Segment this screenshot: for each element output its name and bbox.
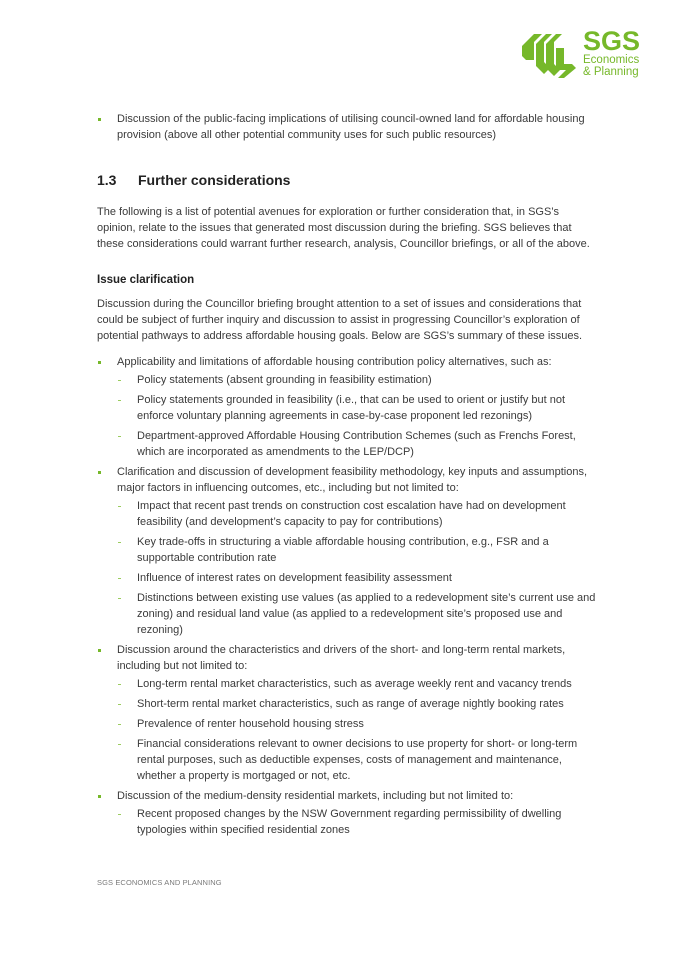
sub-list-item: Prevalence of renter household housing stress xyxy=(117,716,597,732)
sub-list-item: Recent proposed changes by the NSW Government regarding permissibility of dwelling typologies within specified residential zones xyxy=(117,806,597,838)
section-number: 1.3 xyxy=(97,172,117,188)
logo-wordmark: SGS xyxy=(583,26,641,56)
sub-list xyxy=(117,806,597,838)
sub-list xyxy=(117,676,597,784)
dash-icon xyxy=(117,372,121,373)
page-footer: SGS ECONOMICS AND PLANNING xyxy=(97,878,222,887)
dash-icon xyxy=(117,498,121,499)
intro-bullet-list xyxy=(97,111,597,143)
sub-list-item: Key trade-offs in structuring a viable affordable housing contribution, e.g., FSR and a supportable contribution rate xyxy=(117,534,597,566)
sub-list-item: Influence of interest rates on development feasibility assessment xyxy=(117,570,597,586)
dash-icon xyxy=(117,716,121,717)
subsection-intro: Discussion during the Councillor briefing brought attention to a set of issues and considerations that could be subject of further inquiry and discussion to assist in progressing Councillor’s exploration of potential pathways to address affordable housing goals. Below are SGS’s summary of these issues. xyxy=(97,298,583,342)
sub-list-item: Department-approved Affordable Housing Contribution Schemes (such as Frenchs Forest, which are incorporated as amendments to the LEP/DCP) xyxy=(117,428,597,460)
dash-icon xyxy=(117,696,121,697)
sub-list xyxy=(117,498,597,638)
sub-list-item: Short-term rental market characteristics, such as range of average nightly booking rates xyxy=(117,696,597,712)
dash-icon xyxy=(117,428,121,429)
section-heading xyxy=(97,171,597,189)
sgs-logo-mark-icon xyxy=(520,28,578,80)
sub-list-item: Policy statements grounded in feasibility (i.e., that can be used to orient or justify but not enforce voluntary planning agreements in case-by-case proponent led rezonings) xyxy=(117,392,597,424)
dash-icon xyxy=(117,736,121,737)
sub-list-item: Long-term rental market characteristics, such as average weekly rent and vacancy trends xyxy=(117,676,597,692)
dash-icon xyxy=(117,534,121,535)
subsection-heading: Issue clarification xyxy=(97,274,195,286)
dash-icon xyxy=(117,392,121,393)
dash-icon xyxy=(117,570,121,571)
dash-icon xyxy=(117,590,121,591)
sub-list xyxy=(117,372,597,460)
list-item: Clarification and discussion of development feasibility methodology, key inputs and assumptions, major factors in influencing outcomes, etc., including but not limited to: Impact that recent past trends on construction cost escalation have had on development feasibility (and development’s capacity to pay for contributions) Key trade-offs in structuring a viable affordable housing contribution, e.g., FSR and a supportable contribution rate Influence of interest rates on development feasibility assessment Distinctions between existing use values (as applied to a redevelopment site’s current use and zoning) and residual land value (as applied to a redevelopment site’s proposed use and rezoning) xyxy=(117,466,596,636)
list-item: Discussion of the public-facing implications of utilising council-owned land for affordable housing provision (above all other potential community uses for such public resources) xyxy=(117,113,585,141)
list-item: Discussion of the medium-density residential markets, including but not limited to: Recent proposed changes by the NSW Government regarding permissibility of dwelling typologies within specified residential zones xyxy=(97,788,597,838)
section-title: Further considerations xyxy=(138,172,291,188)
dash-icon xyxy=(117,676,121,677)
sub-list-item: Distinctions between existing use values (as applied to a redevelopment site’s current use and zoning) and residual land value (as applied to a redevelopment site’s proposed use and rezoning) xyxy=(117,590,597,638)
company-logo xyxy=(520,28,650,82)
list-item: Applicability and limitations of affordable housing contribution policy alternatives, such as: Policy statements (absent grounding in feasibility estimation) Policy statements grounded in feasibility (i.e., that can be used to orient or justify but not enforce voluntary planning agreements in case-by-case proponent led rezonings) Department-approved Affordable Housing Contribution Schemes (such as Frenchs Forest, which are incorporated as amendments to the LEP/DCP) xyxy=(97,354,597,460)
sub-list-item: Financial considerations relevant to owner decisions to use property for short- or long-term rental purposes, such as deductible expenses, costs of management and maintenance, whether a property is mortgaged or not, etc. xyxy=(117,736,597,784)
document-body xyxy=(97,111,597,842)
sub-list-item: Policy statements (absent grounding in feasibility estimation) xyxy=(117,372,597,388)
issue-list xyxy=(97,354,597,838)
section-intro: The following is a list of potential avenues for exploration or further consideration that, in SGS’s opinion, relate to the issues that generated most discussion during the briefing. SGS believes that these considerations could warrant further research, analysis, Councillor briefings, or all of the above. xyxy=(97,206,590,250)
dash-icon xyxy=(117,806,121,807)
list-item: Discussion around the characteristics and drivers of the short- and long-term rental markets, including but not limited to: Long-term rental market characteristics, such as average weekly rent and vacancy trends Short-term rental market characteristics, such as range of average nightly booking rates Prevalence of renter household housing stress Financial considerations relevant to owner decisions to use property for short- or long-term rental purposes, such as deductible expenses, costs of management and maintenance, whether a property is mortgaged or not, etc. xyxy=(97,642,597,784)
logo-subtitle-line2: & Planning xyxy=(583,66,639,78)
sub-list-item: Impact that recent past trends on construction cost escalation have had on development feasibility (and development’s capacity to pay for contributions) xyxy=(117,498,597,530)
logo-subtitle-line1: Economics xyxy=(583,54,640,66)
